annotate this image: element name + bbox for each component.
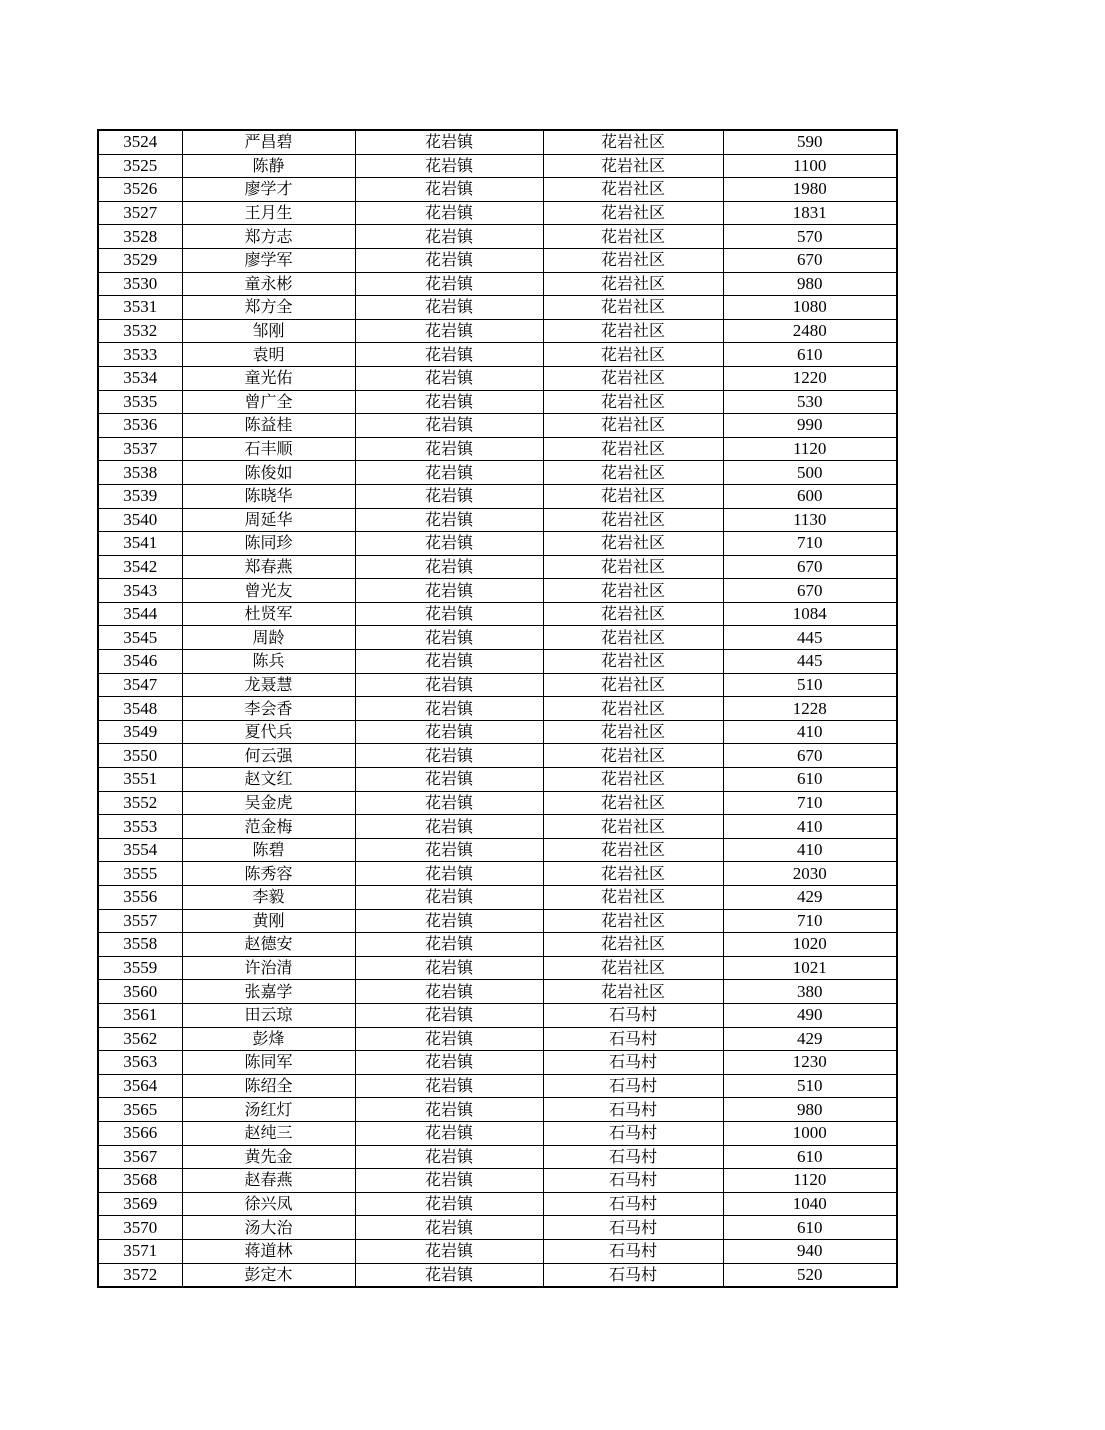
cell-village: 花岩社区 — [543, 201, 723, 225]
table-row — [98, 579, 897, 603]
cell-town: 花岩镇 — [355, 673, 543, 697]
cell-id: 3538 — [98, 461, 182, 485]
cell-amount: 610 — [723, 1216, 897, 1240]
table-row — [98, 1003, 897, 1027]
cell-town: 花岩镇 — [355, 414, 543, 438]
cell-id: 3571 — [98, 1239, 182, 1263]
cell-town: 花岩镇 — [355, 886, 543, 910]
table-row — [98, 1192, 897, 1216]
cell-name: 黄刚 — [182, 909, 355, 933]
cell-id: 3558 — [98, 933, 182, 957]
data-table — [97, 129, 898, 1288]
cell-village: 花岩社区 — [543, 862, 723, 886]
cell-id: 3526 — [98, 178, 182, 202]
table-row — [98, 437, 897, 461]
cell-id: 3540 — [98, 508, 182, 532]
table-row — [98, 272, 897, 296]
cell-town: 花岩镇 — [355, 626, 543, 650]
table-row — [98, 1169, 897, 1193]
table-row — [98, 1216, 897, 1240]
cell-id: 3564 — [98, 1074, 182, 1098]
cell-id: 3545 — [98, 626, 182, 650]
cell-village: 花岩社区 — [543, 296, 723, 320]
cell-amount: 1120 — [723, 437, 897, 461]
cell-town: 花岩镇 — [355, 555, 543, 579]
cell-town: 花岩镇 — [355, 130, 543, 154]
table-row — [98, 933, 897, 957]
cell-name: 曾光友 — [182, 579, 355, 603]
cell-amount: 520 — [723, 1263, 897, 1287]
cell-id: 3542 — [98, 555, 182, 579]
cell-village: 花岩社区 — [543, 366, 723, 390]
cell-id: 3548 — [98, 697, 182, 721]
cell-village: 石马村 — [543, 1003, 723, 1027]
cell-town: 花岩镇 — [355, 956, 543, 980]
table-row — [98, 319, 897, 343]
table-row — [98, 1239, 897, 1263]
cell-amount: 670 — [723, 744, 897, 768]
cell-name: 石丰顺 — [182, 437, 355, 461]
cell-amount: 610 — [723, 768, 897, 792]
cell-amount: 590 — [723, 130, 897, 154]
cell-town: 花岩镇 — [355, 461, 543, 485]
cell-id: 3544 — [98, 602, 182, 626]
cell-town: 花岩镇 — [355, 791, 543, 815]
table-row — [98, 768, 897, 792]
cell-amount: 710 — [723, 791, 897, 815]
cell-town: 花岩镇 — [355, 1051, 543, 1075]
cell-name: 陈绍全 — [182, 1074, 355, 1098]
cell-town: 花岩镇 — [355, 154, 543, 178]
cell-id: 3532 — [98, 319, 182, 343]
cell-village: 石马村 — [543, 1169, 723, 1193]
cell-village: 石马村 — [543, 1263, 723, 1287]
cell-village: 花岩社区 — [543, 178, 723, 202]
table-row — [98, 673, 897, 697]
cell-village: 花岩社区 — [543, 437, 723, 461]
cell-amount: 610 — [723, 343, 897, 367]
cell-name: 陈兵 — [182, 650, 355, 674]
cell-amount: 380 — [723, 980, 897, 1004]
cell-name: 范金梅 — [182, 815, 355, 839]
cell-id: 3562 — [98, 1027, 182, 1051]
table-row — [98, 956, 897, 980]
cell-village: 花岩社区 — [543, 508, 723, 532]
cell-amount: 1084 — [723, 602, 897, 626]
cell-town: 花岩镇 — [355, 296, 543, 320]
cell-village: 花岩社区 — [543, 744, 723, 768]
cell-town: 花岩镇 — [355, 980, 543, 1004]
cell-name: 蒋道林 — [182, 1239, 355, 1263]
table-row — [98, 296, 897, 320]
cell-amount: 410 — [723, 838, 897, 862]
cell-id: 3527 — [98, 201, 182, 225]
cell-town: 花岩镇 — [355, 768, 543, 792]
cell-village: 花岩社区 — [543, 886, 723, 910]
cell-amount: 445 — [723, 626, 897, 650]
cell-name: 赵德安 — [182, 933, 355, 957]
cell-id: 3541 — [98, 532, 182, 556]
cell-name: 李会香 — [182, 697, 355, 721]
cell-id: 3531 — [98, 296, 182, 320]
cell-amount: 1040 — [723, 1192, 897, 1216]
table-row — [98, 1121, 897, 1145]
cell-id: 3535 — [98, 390, 182, 414]
cell-village: 石马村 — [543, 1051, 723, 1075]
cell-village: 花岩社区 — [543, 980, 723, 1004]
cell-village: 花岩社区 — [543, 626, 723, 650]
cell-village: 石马村 — [543, 1027, 723, 1051]
cell-village: 花岩社区 — [543, 909, 723, 933]
cell-amount: 1021 — [723, 956, 897, 980]
cell-amount: 490 — [723, 1003, 897, 1027]
cell-id: 3569 — [98, 1192, 182, 1216]
cell-name: 徐兴凤 — [182, 1192, 355, 1216]
cell-name: 龙聂慧 — [182, 673, 355, 697]
cell-town: 花岩镇 — [355, 1027, 543, 1051]
cell-town: 花岩镇 — [355, 201, 543, 225]
cell-village: 花岩社区 — [543, 673, 723, 697]
cell-name: 周延华 — [182, 508, 355, 532]
cell-amount: 1230 — [723, 1051, 897, 1075]
cell-amount: 1120 — [723, 1169, 897, 1193]
cell-name: 袁明 — [182, 343, 355, 367]
cell-name: 陈碧 — [182, 838, 355, 862]
cell-village: 石马村 — [543, 1121, 723, 1145]
cell-id: 3529 — [98, 248, 182, 272]
cell-village: 石马村 — [543, 1074, 723, 1098]
cell-name: 杜贤军 — [182, 602, 355, 626]
cell-name: 王月生 — [182, 201, 355, 225]
cell-town: 花岩镇 — [355, 437, 543, 461]
cell-town: 花岩镇 — [355, 815, 543, 839]
table-row — [98, 1263, 897, 1287]
table-row — [98, 130, 897, 154]
cell-name: 陈同珍 — [182, 532, 355, 556]
cell-id: 3572 — [98, 1263, 182, 1287]
cell-village: 花岩社区 — [543, 602, 723, 626]
cell-name: 赵春燕 — [182, 1169, 355, 1193]
cell-village: 花岩社区 — [543, 720, 723, 744]
table-row — [98, 815, 897, 839]
cell-id: 3556 — [98, 886, 182, 910]
table-row — [98, 343, 897, 367]
cell-village: 花岩社区 — [543, 414, 723, 438]
cell-town: 花岩镇 — [355, 1192, 543, 1216]
cell-village: 石马村 — [543, 1239, 723, 1263]
cell-name: 廖学军 — [182, 248, 355, 272]
cell-name: 郑方志 — [182, 225, 355, 249]
cell-amount: 670 — [723, 579, 897, 603]
cell-name: 童永彬 — [182, 272, 355, 296]
cell-name: 郑方全 — [182, 296, 355, 320]
table-body — [98, 130, 897, 1287]
cell-name: 陈晓华 — [182, 484, 355, 508]
cell-village: 花岩社区 — [543, 532, 723, 556]
cell-id: 3559 — [98, 956, 182, 980]
table-row — [98, 508, 897, 532]
cell-village: 花岩社区 — [543, 319, 723, 343]
cell-town: 花岩镇 — [355, 1216, 543, 1240]
cell-amount: 445 — [723, 650, 897, 674]
cell-name: 童光佑 — [182, 366, 355, 390]
table-row — [98, 1098, 897, 1122]
cell-village: 花岩社区 — [543, 933, 723, 957]
cell-village: 花岩社区 — [543, 555, 723, 579]
table-row — [98, 1027, 897, 1051]
table-row — [98, 1145, 897, 1169]
table-row — [98, 555, 897, 579]
cell-town: 花岩镇 — [355, 1169, 543, 1193]
cell-village: 花岩社区 — [543, 461, 723, 485]
cell-town: 花岩镇 — [355, 508, 543, 532]
table-row — [98, 201, 897, 225]
cell-amount: 980 — [723, 1098, 897, 1122]
cell-name: 陈俊如 — [182, 461, 355, 485]
cell-id: 3554 — [98, 838, 182, 862]
cell-town: 花岩镇 — [355, 1263, 543, 1287]
cell-town: 花岩镇 — [355, 1239, 543, 1263]
cell-amount: 1228 — [723, 697, 897, 721]
cell-village: 花岩社区 — [543, 791, 723, 815]
cell-village: 花岩社区 — [543, 130, 723, 154]
table-row — [98, 461, 897, 485]
cell-id: 3551 — [98, 768, 182, 792]
cell-town: 花岩镇 — [355, 650, 543, 674]
cell-amount: 410 — [723, 720, 897, 744]
cell-name: 周龄 — [182, 626, 355, 650]
cell-town: 花岩镇 — [355, 744, 543, 768]
cell-name: 黄先金 — [182, 1145, 355, 1169]
table-row — [98, 1074, 897, 1098]
cell-town: 花岩镇 — [355, 933, 543, 957]
cell-id: 3557 — [98, 909, 182, 933]
cell-amount: 1100 — [723, 154, 897, 178]
cell-village: 花岩社区 — [543, 225, 723, 249]
table-row — [98, 626, 897, 650]
cell-town: 花岩镇 — [355, 1145, 543, 1169]
cell-id: 3533 — [98, 343, 182, 367]
cell-name: 陈同军 — [182, 1051, 355, 1075]
cell-amount: 710 — [723, 909, 897, 933]
cell-amount: 1220 — [723, 366, 897, 390]
cell-name: 赵文红 — [182, 768, 355, 792]
cell-village: 花岩社区 — [543, 768, 723, 792]
cell-name: 郑春燕 — [182, 555, 355, 579]
cell-id: 3570 — [98, 1216, 182, 1240]
cell-id: 3528 — [98, 225, 182, 249]
cell-id: 3552 — [98, 791, 182, 815]
cell-amount: 1130 — [723, 508, 897, 532]
cell-village: 花岩社区 — [543, 272, 723, 296]
cell-name: 陈益桂 — [182, 414, 355, 438]
cell-amount: 530 — [723, 390, 897, 414]
cell-village: 石马村 — [543, 1192, 723, 1216]
table-row — [98, 697, 897, 721]
cell-amount: 1980 — [723, 178, 897, 202]
cell-town: 花岩镇 — [355, 225, 543, 249]
cell-id: 3549 — [98, 720, 182, 744]
cell-town: 花岩镇 — [355, 319, 543, 343]
table-row — [98, 650, 897, 674]
cell-amount: 670 — [723, 248, 897, 272]
cell-amount: 990 — [723, 414, 897, 438]
cell-amount: 429 — [723, 1027, 897, 1051]
cell-town: 花岩镇 — [355, 343, 543, 367]
cell-name: 何云强 — [182, 744, 355, 768]
cell-id: 3550 — [98, 744, 182, 768]
cell-id: 3561 — [98, 1003, 182, 1027]
cell-town: 花岩镇 — [355, 272, 543, 296]
cell-id: 3553 — [98, 815, 182, 839]
cell-name: 田云琼 — [182, 1003, 355, 1027]
table-row — [98, 720, 897, 744]
cell-village: 花岩社区 — [543, 390, 723, 414]
cell-amount: 2030 — [723, 862, 897, 886]
cell-town: 花岩镇 — [355, 1074, 543, 1098]
table-row — [98, 248, 897, 272]
cell-amount: 670 — [723, 555, 897, 579]
cell-village: 花岩社区 — [543, 815, 723, 839]
table-row — [98, 838, 897, 862]
cell-town: 花岩镇 — [355, 178, 543, 202]
cell-village: 花岩社区 — [543, 956, 723, 980]
cell-town: 花岩镇 — [355, 909, 543, 933]
table-row — [98, 390, 897, 414]
cell-amount: 429 — [723, 886, 897, 910]
cell-village: 花岩社区 — [543, 650, 723, 674]
cell-amount: 510 — [723, 1074, 897, 1098]
cell-amount: 980 — [723, 272, 897, 296]
cell-town: 花岩镇 — [355, 838, 543, 862]
cell-id: 3547 — [98, 673, 182, 697]
cell-id: 3546 — [98, 650, 182, 674]
cell-amount: 510 — [723, 673, 897, 697]
cell-id: 3563 — [98, 1051, 182, 1075]
cell-id: 3534 — [98, 366, 182, 390]
cell-town: 花岩镇 — [355, 697, 543, 721]
cell-id: 3567 — [98, 1145, 182, 1169]
table-row — [98, 909, 897, 933]
cell-village: 石马村 — [543, 1098, 723, 1122]
cell-name: 曾广全 — [182, 390, 355, 414]
cell-town: 花岩镇 — [355, 1003, 543, 1027]
cell-name: 汤大治 — [182, 1216, 355, 1240]
table-row — [98, 484, 897, 508]
cell-id: 3524 — [98, 130, 182, 154]
cell-town: 花岩镇 — [355, 720, 543, 744]
cell-name: 陈静 — [182, 154, 355, 178]
cell-name: 汤红灯 — [182, 1098, 355, 1122]
table-row — [98, 414, 897, 438]
cell-village: 花岩社区 — [543, 838, 723, 862]
cell-name: 陈秀容 — [182, 862, 355, 886]
cell-town: 花岩镇 — [355, 579, 543, 603]
cell-amount: 600 — [723, 484, 897, 508]
cell-id: 3566 — [98, 1121, 182, 1145]
cell-id: 3543 — [98, 579, 182, 603]
cell-town: 花岩镇 — [355, 248, 543, 272]
cell-town: 花岩镇 — [355, 484, 543, 508]
cell-amount: 1080 — [723, 296, 897, 320]
cell-village: 花岩社区 — [543, 343, 723, 367]
table-row — [98, 366, 897, 390]
cell-id: 3568 — [98, 1169, 182, 1193]
cell-id: 3555 — [98, 862, 182, 886]
cell-amount: 2480 — [723, 319, 897, 343]
cell-town: 花岩镇 — [355, 390, 543, 414]
cell-name: 廖学才 — [182, 178, 355, 202]
cell-name: 彭定木 — [182, 1263, 355, 1287]
table-row — [98, 791, 897, 815]
cell-village: 花岩社区 — [543, 579, 723, 603]
cell-town: 花岩镇 — [355, 532, 543, 556]
cell-amount: 500 — [723, 461, 897, 485]
cell-village: 花岩社区 — [543, 248, 723, 272]
cell-amount: 410 — [723, 815, 897, 839]
cell-amount: 1831 — [723, 201, 897, 225]
cell-id: 3560 — [98, 980, 182, 1004]
cell-town: 花岩镇 — [355, 366, 543, 390]
cell-name: 彭烽 — [182, 1027, 355, 1051]
table-row — [98, 744, 897, 768]
cell-town: 花岩镇 — [355, 1121, 543, 1145]
cell-name: 邹刚 — [182, 319, 355, 343]
table-row — [98, 225, 897, 249]
cell-amount: 1000 — [723, 1121, 897, 1145]
cell-amount: 1020 — [723, 933, 897, 957]
cell-id: 3536 — [98, 414, 182, 438]
cell-town: 花岩镇 — [355, 1098, 543, 1122]
cell-name: 许治清 — [182, 956, 355, 980]
cell-village: 石马村 — [543, 1145, 723, 1169]
table-row — [98, 862, 897, 886]
cell-name: 李毅 — [182, 886, 355, 910]
cell-name: 赵纯三 — [182, 1121, 355, 1145]
cell-id: 3525 — [98, 154, 182, 178]
cell-village: 花岩社区 — [543, 484, 723, 508]
cell-town: 花岩镇 — [355, 602, 543, 626]
cell-name: 夏代兵 — [182, 720, 355, 744]
table-row — [98, 602, 897, 626]
cell-amount: 710 — [723, 532, 897, 556]
cell-name: 张嘉学 — [182, 980, 355, 1004]
cell-town: 花岩镇 — [355, 862, 543, 886]
table-row — [98, 980, 897, 1004]
table-row — [98, 886, 897, 910]
table-row — [98, 532, 897, 556]
table-row — [98, 154, 897, 178]
cell-amount: 570 — [723, 225, 897, 249]
cell-village: 石马村 — [543, 1216, 723, 1240]
cell-name: 吴金虎 — [182, 791, 355, 815]
cell-amount: 610 — [723, 1145, 897, 1169]
table-row — [98, 1051, 897, 1075]
cell-village: 花岩社区 — [543, 697, 723, 721]
cell-village: 花岩社区 — [543, 154, 723, 178]
cell-name: 严昌碧 — [182, 130, 355, 154]
cell-id: 3537 — [98, 437, 182, 461]
cell-id: 3530 — [98, 272, 182, 296]
cell-id: 3539 — [98, 484, 182, 508]
cell-amount: 940 — [723, 1239, 897, 1263]
table-row — [98, 178, 897, 202]
cell-id: 3565 — [98, 1098, 182, 1122]
